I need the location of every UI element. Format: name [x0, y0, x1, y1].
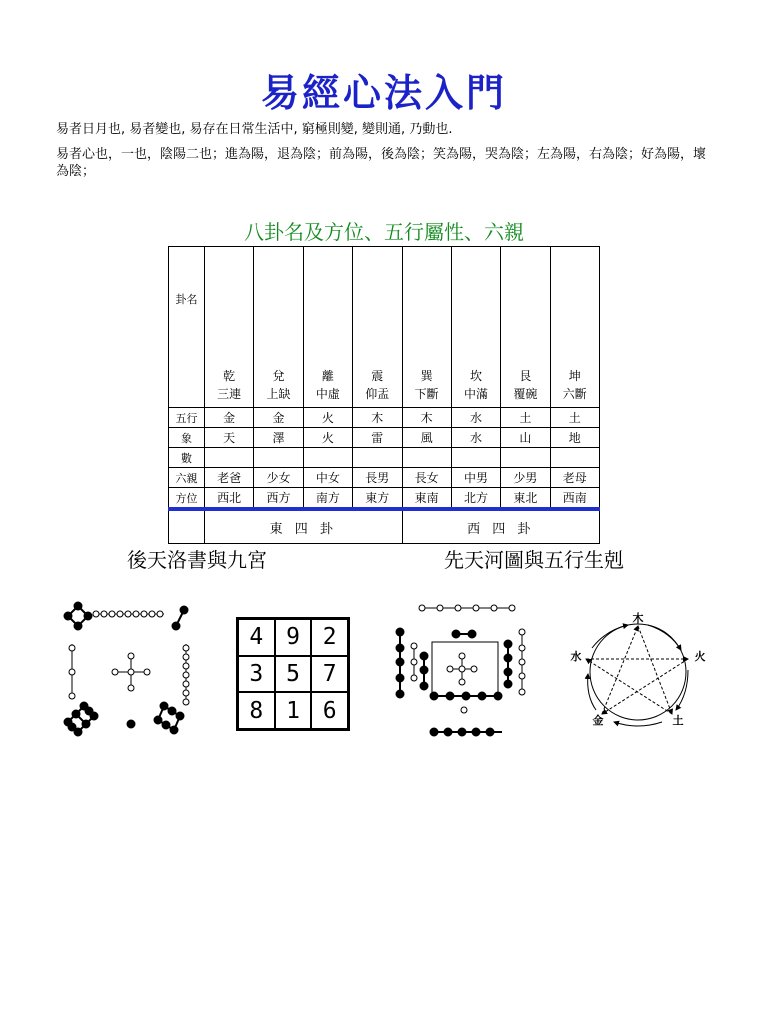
luoshu-two-dots — [181, 607, 188, 614]
luoshu-five-dots — [128, 653, 134, 659]
element-wood: 木 — [632, 612, 644, 625]
trigram-kan — [451, 247, 500, 408]
trigram-name: 離 — [321, 369, 334, 383]
table-cell: 少男 — [501, 468, 550, 488]
table-cell: 老母 — [550, 468, 599, 488]
table-cell — [353, 448, 402, 468]
palace-cell: 9 — [275, 619, 312, 656]
trigram-mnemonic: 中虛 — [315, 387, 340, 401]
row-label-liuqin: 六親 — [169, 468, 205, 488]
table-title: 八卦名及方位、五行屬性、六親 — [244, 220, 524, 244]
trigram-name: 坎 — [470, 369, 483, 383]
table-cell — [451, 448, 500, 468]
palace-cell: 7 — [311, 656, 348, 693]
trigram-xun — [402, 247, 451, 408]
table-cell: 少女 — [254, 468, 303, 488]
table-cell: 長男 — [353, 468, 402, 488]
trigram-qian — [205, 247, 254, 408]
table-cell: 西方 — [254, 488, 303, 510]
table-cell: 水 — [451, 408, 500, 428]
section-heading-hetu: 先天河圖與五行生剋 — [444, 548, 624, 572]
table-cell: 風 — [402, 428, 451, 448]
trigram-mnemonic: 下斷 — [414, 387, 439, 401]
trigram-name-row — [169, 247, 600, 408]
trigram-gen — [501, 247, 550, 408]
bagua-table — [168, 246, 600, 544]
table-cell: 金 — [254, 408, 303, 428]
element-water: 水 — [570, 650, 582, 663]
palace-cell: 2 — [311, 619, 348, 656]
wuxing-row — [169, 408, 600, 428]
table-cell — [205, 448, 254, 468]
intro-line-2: 易者心也，一也，陰陽二也；進為陽，退為陰；前為陽，後為陰；笑為陽，哭為陰；左為陽，右為陰；好為陽，壞為陰； — [56, 147, 707, 179]
table-cell: 火 — [303, 428, 352, 448]
wuxing-cycle-diagram — [564, 604, 714, 736]
luoshu-nine-dots — [93, 611, 99, 617]
table-cell: 山 — [501, 428, 550, 448]
palace-cell: 8 — [238, 692, 275, 729]
table-cell: 土 — [501, 408, 550, 428]
table-cell: 土 — [550, 408, 599, 428]
trigram-zhen — [353, 247, 402, 408]
palace-cell: 3 — [238, 656, 275, 693]
table-cell — [303, 448, 352, 468]
trigram-name: 坤 — [568, 369, 581, 383]
table-cell: 南方 — [303, 488, 352, 510]
trigram-name: 兌 — [272, 369, 285, 383]
trigram-kun — [550, 247, 599, 408]
table-cell: 天 — [205, 428, 254, 448]
trigram-name: 巽 — [420, 369, 433, 383]
table-cell: 火 — [303, 408, 352, 428]
table-cell: 木 — [402, 408, 451, 428]
table-cell — [501, 448, 550, 468]
luoshu-dot-diagram — [56, 598, 206, 742]
page-title: 易經心法入門 — [260, 70, 507, 115]
table-cell: 中男 — [451, 468, 500, 488]
xiang-row — [169, 428, 600, 448]
trigram-mnemonic: 中滿 — [464, 387, 489, 401]
element-metal: 金 — [592, 714, 604, 727]
trigram-mnemonic: 覆碗 — [513, 387, 538, 401]
table-cell: 老爸 — [205, 468, 254, 488]
palace-cell: 1 — [275, 692, 312, 729]
table-cell: 木 — [353, 408, 402, 428]
nine-palace-grid — [236, 617, 350, 731]
table-cell — [402, 448, 451, 468]
intro-line-1: 易者日月也, 易者變也, 易存在日常生活中, 窮極則變, 變則通, 乃動也. — [56, 122, 453, 137]
table-cell: 北方 — [451, 488, 500, 510]
luoshu-three-dots — [69, 645, 75, 651]
trigram-dui — [254, 247, 303, 408]
palace-cell: 6 — [311, 692, 348, 729]
table-cell: 西南 — [550, 488, 599, 510]
element-fire: 火 — [694, 650, 706, 663]
table-cell: 西北 — [205, 488, 254, 510]
table-cell: 東南 — [402, 488, 451, 510]
row-label-fangwei: 方位 — [169, 488, 205, 510]
trigram-li — [303, 247, 352, 408]
group-row — [169, 509, 600, 544]
trigram-mnemonic: 六斷 — [562, 387, 587, 401]
row-label-wuxing: 五行 — [169, 408, 205, 428]
table-cell: 雷 — [353, 428, 402, 448]
trigram-name: 震 — [371, 369, 384, 383]
table-cell: 中女 — [303, 468, 352, 488]
table-cell: 水 — [451, 428, 500, 448]
table-cell: 東方 — [353, 488, 402, 510]
luoshu-seven-dots — [183, 645, 189, 651]
trigram-mnemonic: 仰盂 — [365, 387, 390, 401]
hetu-dot-diagram — [392, 596, 542, 744]
liuqin-row — [169, 468, 600, 488]
west-four-group: 西 四 卦 — [402, 509, 600, 544]
row-label-xiang: 象 — [169, 428, 205, 448]
table-cell: 長女 — [402, 468, 451, 488]
section-heading-luoshu: 後天洛書與九宮 — [127, 548, 267, 572]
fangwei-row — [169, 488, 600, 510]
table-cell: 金 — [205, 408, 254, 428]
table-cell — [254, 448, 303, 468]
table-cell: 地 — [550, 428, 599, 448]
element-earth: 土 — [672, 714, 684, 727]
trigram-mnemonic: 上缺 — [266, 387, 291, 401]
group-row-spacer — [169, 509, 205, 544]
table-cell — [550, 448, 599, 468]
table-cell: 東北 — [501, 488, 550, 510]
palace-cell: 5 — [275, 656, 312, 693]
shu-row — [169, 448, 600, 468]
luoshu-one-dot — [128, 721, 135, 728]
row-label-name: 卦名 — [169, 247, 205, 408]
table-cell: 澤 — [254, 428, 303, 448]
row-label-shu: 數 — [169, 448, 205, 468]
trigram-name: 乾 — [223, 369, 236, 383]
trigram-name: 艮 — [519, 369, 532, 383]
east-four-group: 東 四 卦 — [205, 509, 403, 544]
palace-cell: 4 — [238, 619, 275, 656]
trigram-mnemonic: 三連 — [217, 387, 242, 401]
